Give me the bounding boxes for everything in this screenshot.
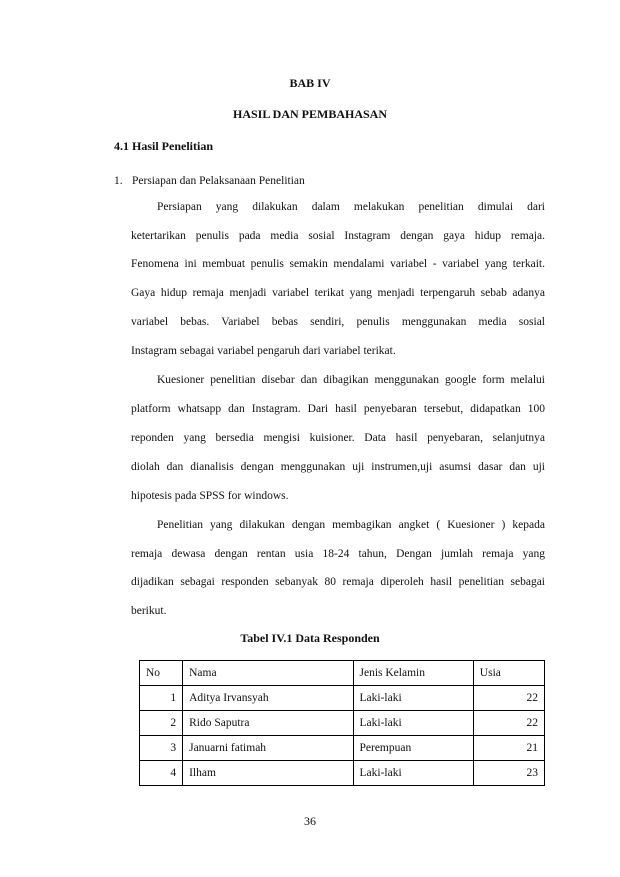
header-cell-gender: Jenis Kelamin xyxy=(353,661,473,686)
cell-gender: Laki-laki xyxy=(353,761,473,786)
cell-no: 2 xyxy=(140,711,183,736)
cell-name: Rido Saputra xyxy=(183,711,353,736)
cell-age: 22 xyxy=(473,686,544,711)
cell-no: 3 xyxy=(140,736,183,761)
paragraph-line: Gaya hidup remaja menjadi variabel terikat yang menjadi terpengaruh sebab adanya xyxy=(131,287,545,299)
table-row xyxy=(140,736,545,761)
cell-name: Aditya Irvansyah xyxy=(183,686,353,711)
paragraph-line: berikut. xyxy=(131,605,167,617)
paragraph-line: hipotesis pada SPSS for windows. xyxy=(131,490,289,502)
section-heading: 4.1 Hasil Penelitian xyxy=(114,139,213,153)
header-cell-name: Nama xyxy=(183,661,353,686)
cell-age: 21 xyxy=(473,736,544,761)
paragraph-line: diolah dan dianalisis dengan menggunakan uji instrumen,uji asumsi dasar dan uji xyxy=(131,461,545,473)
paragraph-line: Kuesioner penelitian disebar dan dibagikan menggunakan google form melalui xyxy=(157,374,545,386)
cell-age: 23 xyxy=(473,761,544,786)
cell-name: Ilham xyxy=(183,761,353,786)
paragraph-line: Penelitian yang dilakukan dengan membagikan angket ( Kuesioner ) kepada xyxy=(157,519,545,531)
list-item-number: 1. xyxy=(114,175,123,187)
paragraph-line: remaja dewasa dengan rentan usia 18-24 tahun, Dengan jumlah remaja yang xyxy=(131,548,545,560)
chapter-title: HASIL DAN PEMBAHASAN xyxy=(232,107,388,121)
cell-no: 1 xyxy=(140,686,183,711)
table-header-row xyxy=(140,661,545,686)
cell-age: 22 xyxy=(473,711,544,736)
cell-gender: Laki-laki xyxy=(353,686,473,711)
chapter-heading: BAB IV xyxy=(289,76,331,90)
list-item xyxy=(114,175,305,187)
table-row xyxy=(140,761,545,786)
table-caption: Tabel IV.1 Data Responden xyxy=(240,631,380,645)
page-number: 36 xyxy=(304,814,316,828)
paragraph-line: platform whatsapp dan Instagram. Dari hasil penyebaran tersebut, didapatkan 100 xyxy=(131,403,545,415)
header-cell-age: Usia xyxy=(473,661,544,686)
list-item-label: Persiapan dan Pelaksanaan Penelitian xyxy=(132,175,305,187)
cell-name: Januarni fatimah xyxy=(183,736,353,761)
paragraph-line: reponden yang bersedia mengisi kuisioner. Data hasil penyebaran, selanjutnya xyxy=(131,432,545,444)
paragraph-line: ketertarikan penulis pada media sosial Instagram dengan gaya hidup remaja. xyxy=(131,230,545,242)
paragraph-line: Instagram sebagai variabel pengaruh dari variabel terikat. xyxy=(131,345,396,357)
respondent-table xyxy=(139,660,545,786)
cell-gender: Perempuan xyxy=(353,736,473,761)
header-cell-no: No xyxy=(140,661,183,686)
table-row xyxy=(140,686,545,711)
cell-no: 4 xyxy=(140,761,183,786)
paragraph-line: variabel bebas. Variabel bebas sendiri, penulis menggunakan media sosial xyxy=(131,316,545,328)
paragraph-line: dijadikan sebagai responden sebanyak 80 remaja diperoleh hasil penelitian sebagai xyxy=(131,576,545,588)
paragraph-line: Fenomena ini membuat penulis semakin mendalami variabel - variabel yang terkait. xyxy=(131,258,545,270)
paragraph-line: Persiapan yang dilakukan dalam melakukan penelitian dimulai dari xyxy=(157,201,545,213)
table-row xyxy=(140,711,545,736)
cell-gender: Laki-laki xyxy=(353,711,473,736)
